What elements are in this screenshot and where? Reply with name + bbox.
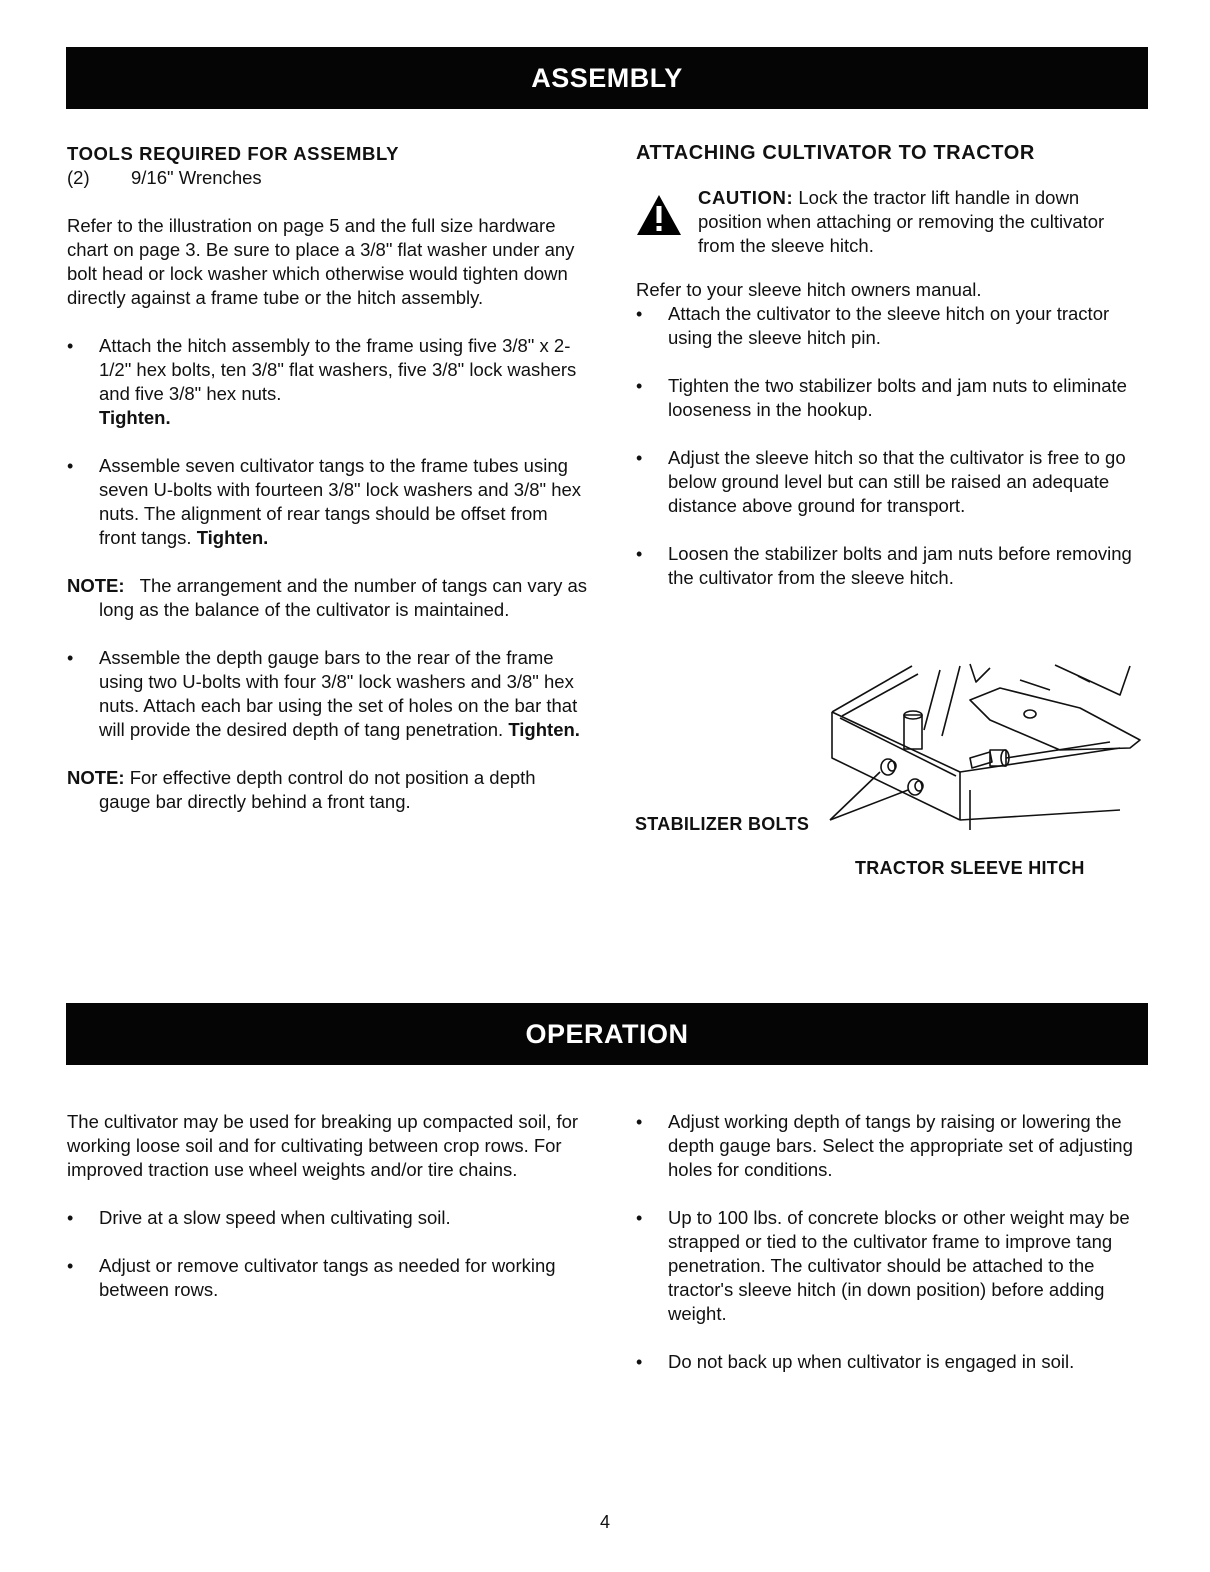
assembly-intro: Refer to the illustration on page 5 and the full size hardware chart on page 3. Be sure to place a 3/8" flat washer under any bolt head or lock washer which otherwise would tighten down directly against a frame tube or the hitch assembly. — [67, 215, 575, 308]
tighten-label: Tighten. — [508, 719, 580, 740]
assembly-bullets-a — [67, 334, 587, 550]
assembly-left-column — [67, 142, 587, 814]
bullet-text: Assemble the depth gauge bars to the rear of the frame using two U-bolts with four 3/8" lock washers and 3/8" hex nuts. Attach each bar using the set of holes on the bar that will provide the desired depth of tang penetration. — [99, 647, 578, 740]
assembly-bullets-b — [67, 646, 587, 742]
caution-block — [636, 186, 1146, 258]
list-item: • Adjust working depth of tangs by raising or lowering the depth gauge bars. Select the appropriate set of adjusting holes for conditions. — [636, 1110, 1146, 1182]
list-item: • Loosen the stabilizer bolts and jam nuts before removing the cultivator from the sleeve hitch. — [636, 542, 1146, 590]
list-item: • Drive at a slow speed when cultivating soil. — [67, 1206, 587, 1230]
list-item: • Adjust the sleeve hitch so that the cultivator is free to go below ground level but can still be raised an adequate distance above ground for transport. — [636, 446, 1146, 518]
note-text: The arrangement and the number of tangs can vary as long as the balance of the cultivator is maintained. — [99, 575, 587, 620]
warning-icon — [636, 194, 682, 236]
tighten-label: Tighten. — [196, 527, 269, 548]
list-item: • Up to 100 lbs. of concrete blocks or other weight may be strapped or tied to the cultivator frame to improve tang penetration. The cultivator should be attached to the tractor's sleeve hitch (in down position) before adding weight. — [636, 1206, 1146, 1326]
assembly-right-column — [636, 140, 1146, 590]
list-item — [67, 646, 587, 742]
operation-right-bullets — [636, 1110, 1146, 1374]
list-item — [67, 454, 587, 550]
tools-heading: TOOLS REQUIRED FOR ASSEMBLY — [67, 143, 400, 164]
tools-list — [67, 166, 587, 190]
list-item: • Do not back up when cultivator is engaged in soil. — [636, 1350, 1146, 1374]
list-item: • Attach the cultivator to the sleeve hitch on your tractor using the sleeve hitch pin. — [636, 302, 1146, 350]
tractor-sleeve-hitch-label: TRACTOR SLEEVE HITCH — [855, 858, 1085, 878]
tools-qty: (2) — [67, 167, 90, 188]
bullet-text: Assemble seven cultivator tangs to the frame tubes using seven U-bolts with fourteen 3/8" lock washers and 3/8" hex nuts. The alignment of rear tangs should be offset from front tangs. — [99, 455, 582, 548]
list-item: • Adjust or remove cultivator tangs as needed for working between rows. — [67, 1254, 587, 1302]
operation-left-column — [67, 1110, 587, 1302]
refer-text: Refer to your sleeve hitch owners manual. — [636, 279, 982, 300]
operation-intro: The cultivator may be used for breaking up compacted soil, for working loose soil and for cultivating between crop rows. For improved traction use wheel weights and/or tire chains. — [67, 1111, 579, 1180]
tools-item: 9/16" Wrenches — [131, 167, 262, 188]
page-number: 4 — [599, 1512, 610, 1532]
note-2 — [67, 766, 587, 814]
caution-text: Lock the tractor lift handle in down position when attaching or removing the cultivator from the sleeve hitch. — [698, 187, 1105, 256]
operation-banner: OPERATION — [66, 1003, 1148, 1065]
attach-heading: ATTACHING CULTIVATOR TO TRACTOR — [636, 142, 1035, 164]
caution-label: CAUTION: — [698, 187, 794, 208]
note-1 — [67, 574, 587, 622]
note-label: NOTE: — [67, 767, 125, 788]
assembly-banner: ASSEMBLY — [66, 47, 1148, 109]
list-item — [67, 334, 587, 430]
operation-right-column — [636, 1110, 1146, 1374]
sleeve-hitch-illustration — [820, 660, 1150, 840]
note-label: NOTE: — [67, 575, 125, 596]
attach-bullets — [636, 302, 1146, 590]
operation-left-bullets — [67, 1206, 587, 1302]
list-item: • Tighten the two stabilizer bolts and jam nuts to eliminate looseness in the hookup. — [636, 374, 1146, 422]
bullet-text: Attach the hitch assembly to the frame using five 3/8" x 2-1/2" hex bolts, ten 3/8" flat washers, five 3/8" lock washers and five 3/8" hex nuts. — [99, 335, 577, 404]
note-text: For effective depth control do not position a depth gauge bar directly behind a front tang. — [99, 767, 536, 812]
tighten-label: Tighten. — [99, 407, 171, 428]
stabilizer-bolts-label: STABILIZER BOLTS — [635, 814, 810, 834]
